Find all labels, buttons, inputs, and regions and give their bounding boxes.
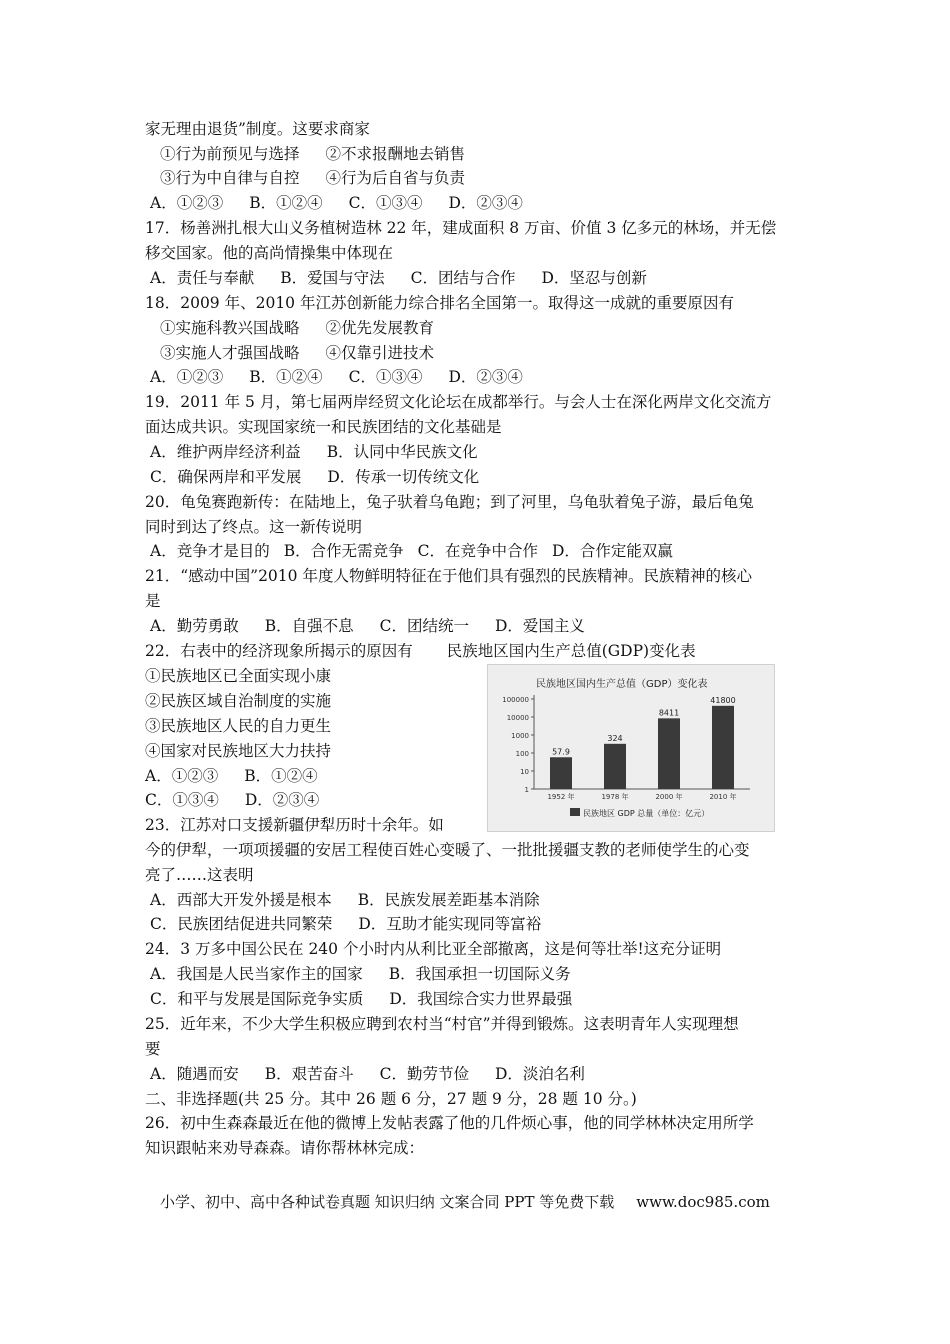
q18-statement-4: ④仅靠引进技术 (325, 344, 435, 362)
q25-option-c: C．勤劳节俭 (379, 1065, 469, 1083)
q19-option-c: C．确保两岸和平发展 (150, 468, 302, 486)
q20-option-a: A．竞争才是目的 (150, 542, 270, 560)
y-tick-label: 1 (524, 786, 529, 794)
bar-value-label: 8411 (658, 708, 680, 718)
q20-option-d: D．合作定能双赢 (551, 542, 673, 560)
q23-options-1 (150, 890, 540, 910)
q16-statement-3: ③行为中自律与自控 (160, 169, 300, 187)
q16-option-a: A．①②③ (150, 194, 224, 212)
q22-statement-3: ③民族地区人民的自力更生 (145, 717, 332, 735)
q25-option-b: B．艰苦奋斗 (264, 1065, 354, 1083)
q24-option-d: D．我国综合实力世界最强 (389, 990, 573, 1008)
chart-bar (550, 757, 572, 789)
x-tick-label: 1952 年 (547, 793, 575, 801)
q16-option-b: B．①②④ (249, 194, 323, 212)
q18-options (150, 367, 523, 387)
x-tick-label: 2000 年 (655, 793, 683, 801)
q18-option-a: A．①②③ (150, 368, 224, 386)
q22-stem (145, 641, 696, 661)
q25-stem-2: 要 (145, 1040, 161, 1058)
q16-options (150, 193, 523, 213)
q19-stem-2: 面达成共识。实现国家统一和民族团结的文化基础是 (145, 418, 502, 436)
q18-stem: 18．2009 年、2010 年江苏创新能力综合排名全国第一。取得这一成就的重要原因有 (145, 294, 734, 312)
q22-stem-text: 22．右表中的经济现象所揭示的原因有 (145, 642, 413, 660)
q22-statement-1: ①民族地区已全面实现小康 (145, 667, 332, 685)
footer-url: www.doc985.com (636, 1193, 770, 1211)
q18-statements-2 (160, 343, 434, 363)
footer-text: 小学、初中、高中各种试卷真题 知识归纳 文案合同 PPT 等免费下载 (160, 1193, 615, 1211)
q19-option-a: A．维护两岸经济利益 (150, 443, 301, 461)
y-tick-label: 100 (515, 750, 529, 758)
q24-options-2 (150, 989, 572, 1009)
q18-statement-3: ③实施人才强国战略 (160, 344, 300, 362)
q20-stem-1: 20．龟兔赛跑新传：在陆地上，兔子驮着乌龟跑；到了河里，乌龟驮着兔子游，最后龟兔 (145, 493, 754, 511)
q17-stem-1: 17．杨善洲扎根大山义务植树造林 22 年，建成面积 8 万亩、价值 3 亿多元的林场，并无偿 (145, 219, 777, 237)
q23-stem-1: 23．江苏对口支援新疆伊犁历时十余年。如 (145, 816, 444, 834)
q18-statements-1 (160, 318, 434, 338)
q22-option-a: A．①②③ (145, 767, 219, 785)
q16-statements-2 (160, 168, 465, 188)
q16-option-d: D．②③④ (448, 194, 523, 212)
q18-option-c: C．①③④ (348, 368, 423, 386)
q26-stem-2: 知识跟帖来劝导森森。请你帮林林完成： (145, 1139, 425, 1157)
chart-legend (570, 808, 709, 818)
q21-option-c: C．团结统一 (379, 617, 469, 635)
q21-option-b: B．自强不息 (264, 617, 354, 635)
q24-option-c: C．和平与发展是国际竞争实质 (150, 990, 364, 1008)
q25-stem-1: 25．近年来，不少大学生积极应聘到农村当“村官”并得到锻炼。这表明青年人实现理想 (145, 1015, 739, 1033)
q20-stem-2: 同时到达了终点。这一新传说明 (145, 518, 363, 536)
q16-statement-4: ④行为后自省与负责 (325, 169, 466, 187)
x-tick-label: 2010 年 (709, 793, 737, 801)
q20-option-c: C．在竞争中合作 (417, 542, 538, 560)
q16-statement-1: ①行为前预见与选择 (160, 145, 300, 163)
section-two-heading: 二、非选择题(共 25 分。其中 26 题 6 分，27 题 9 分，28 题 10 分。) (145, 1090, 637, 1108)
q19-options-1 (150, 442, 478, 462)
q23-option-a: A．西部大开发外援是根本 (150, 891, 332, 909)
q18-option-d: D．②③④ (448, 368, 523, 386)
q17-stem-2: 移交国家。他的高尚情操集中体现在 (145, 244, 394, 262)
gdp-chart (487, 664, 775, 832)
q17-options (150, 268, 647, 288)
q21-option-a: A．勤劳勇敢 (150, 617, 239, 635)
y-tick-label: 10 (520, 768, 529, 776)
q22-option-b: B．①②④ (244, 767, 318, 785)
q23-options-2 (150, 914, 541, 934)
chart-bars (547, 696, 736, 801)
q24-options-1 (150, 964, 571, 984)
q19-stem-1: 19．2011 年 5 月，第七届两岸经贸文化论坛在成都举行。与会人士在深化两岸文化交流方 (145, 393, 772, 411)
q21-option-d: D．爱国主义 (494, 617, 585, 635)
chart-bar (604, 744, 626, 789)
page-footer (160, 1192, 770, 1212)
q22-statement-4: ④国家对民族地区大力扶持 (145, 742, 332, 760)
q17-option-b: B．爱国与守法 (280, 269, 385, 287)
q26-stem-1: 26．初中生森森最近在他的微博上发帖表露了他的几件烦心事，他的同学林林决定用所学 (145, 1114, 754, 1132)
y-tick-label: 10000 (506, 714, 529, 722)
q22-statement-2: ②民族区域自治制度的实施 (145, 692, 332, 710)
q16-stem-end: 家无理由退货”制度。这要求商家 (145, 120, 370, 138)
y-tick-label: 1000 (511, 732, 529, 740)
q25-option-d: D．淡泊名利 (494, 1065, 585, 1083)
legend-label: 民族地区 GDP 总量（单位：亿元） (583, 809, 710, 818)
q21-stem-2: 是 (145, 592, 161, 610)
q23-option-b: B．民族发展差距基本消除 (357, 891, 540, 909)
q22-options-1 (145, 766, 318, 786)
q18-statement-2: ②优先发展教育 (325, 319, 435, 337)
chart-bar (712, 706, 734, 789)
q22-table-title: 民族地区国内生产总值(GDP)变化表 (446, 642, 696, 660)
q24-option-b: B．我国承担一切国际义务 (388, 965, 571, 983)
q19-option-d: D．传承一切传统文化 (327, 468, 480, 486)
bar-value-label: 41800 (710, 695, 736, 705)
q24-stem: 24．3 万多中国公民在 240 个小时内从利比亚全部撤离，这是何等壮举!这充分证明 (145, 940, 722, 958)
q16-statement-2: ②不求报酬地去销售 (325, 145, 466, 163)
gdp-chart-svg (488, 665, 774, 831)
q21-options (150, 616, 585, 636)
legend-swatch (570, 808, 580, 816)
q16-option-c: C．①③④ (348, 194, 423, 212)
q24-option-a: A．我国是人民当家作主的国家 (150, 965, 363, 983)
q17-option-c: C．团结与合作 (410, 269, 516, 287)
q23-option-d: D．互助才能实现同等富裕 (358, 915, 542, 933)
q23-option-c: C．民族团结促进共同繁荣 (150, 915, 333, 933)
q18-statement-1: ①实施科教兴国战略 (160, 319, 300, 337)
q25-options (150, 1064, 585, 1084)
q19-options-2 (150, 467, 479, 487)
q22-option-c: C．①③④ (145, 791, 219, 809)
q22-options-2 (145, 790, 319, 810)
q22-option-d: D．②③④ (244, 791, 320, 809)
q23-stem-3: 亮了……这表明 (145, 866, 254, 884)
q17-option-a: A．责任与奉献 (150, 269, 255, 287)
q20-option-b: B．合作无需竞争 (283, 542, 404, 560)
q17-option-d: D．坚忍与创新 (541, 269, 647, 287)
q23-stem-2: 今的伊犁，一项项援疆的安居工程使百姓心变暖了、一批批援疆支教的老师使学生的心变 (145, 841, 750, 859)
chart-bar (658, 718, 680, 789)
q21-stem-1: 21．“感动中国”2010 年度人物鲜明特征在于他们具有强烈的民族精神。民族精神的核心 (145, 567, 752, 585)
bar-value-label: 57.9 (552, 747, 570, 757)
bar-value-label: 324 (607, 733, 623, 743)
y-tick-label: 100000 (502, 696, 529, 704)
q19-option-b: B．认同中华民族文化 (326, 443, 478, 461)
x-tick-label: 1978 年 (601, 793, 629, 801)
q20-options (150, 541, 673, 561)
chart-title: 民族地区国内生产总值（GDP）变化表 (536, 679, 708, 690)
q16-statements-1 (160, 144, 465, 164)
q18-option-b: B．①②④ (249, 368, 323, 386)
q25-option-a: A．随遇而安 (150, 1065, 239, 1083)
